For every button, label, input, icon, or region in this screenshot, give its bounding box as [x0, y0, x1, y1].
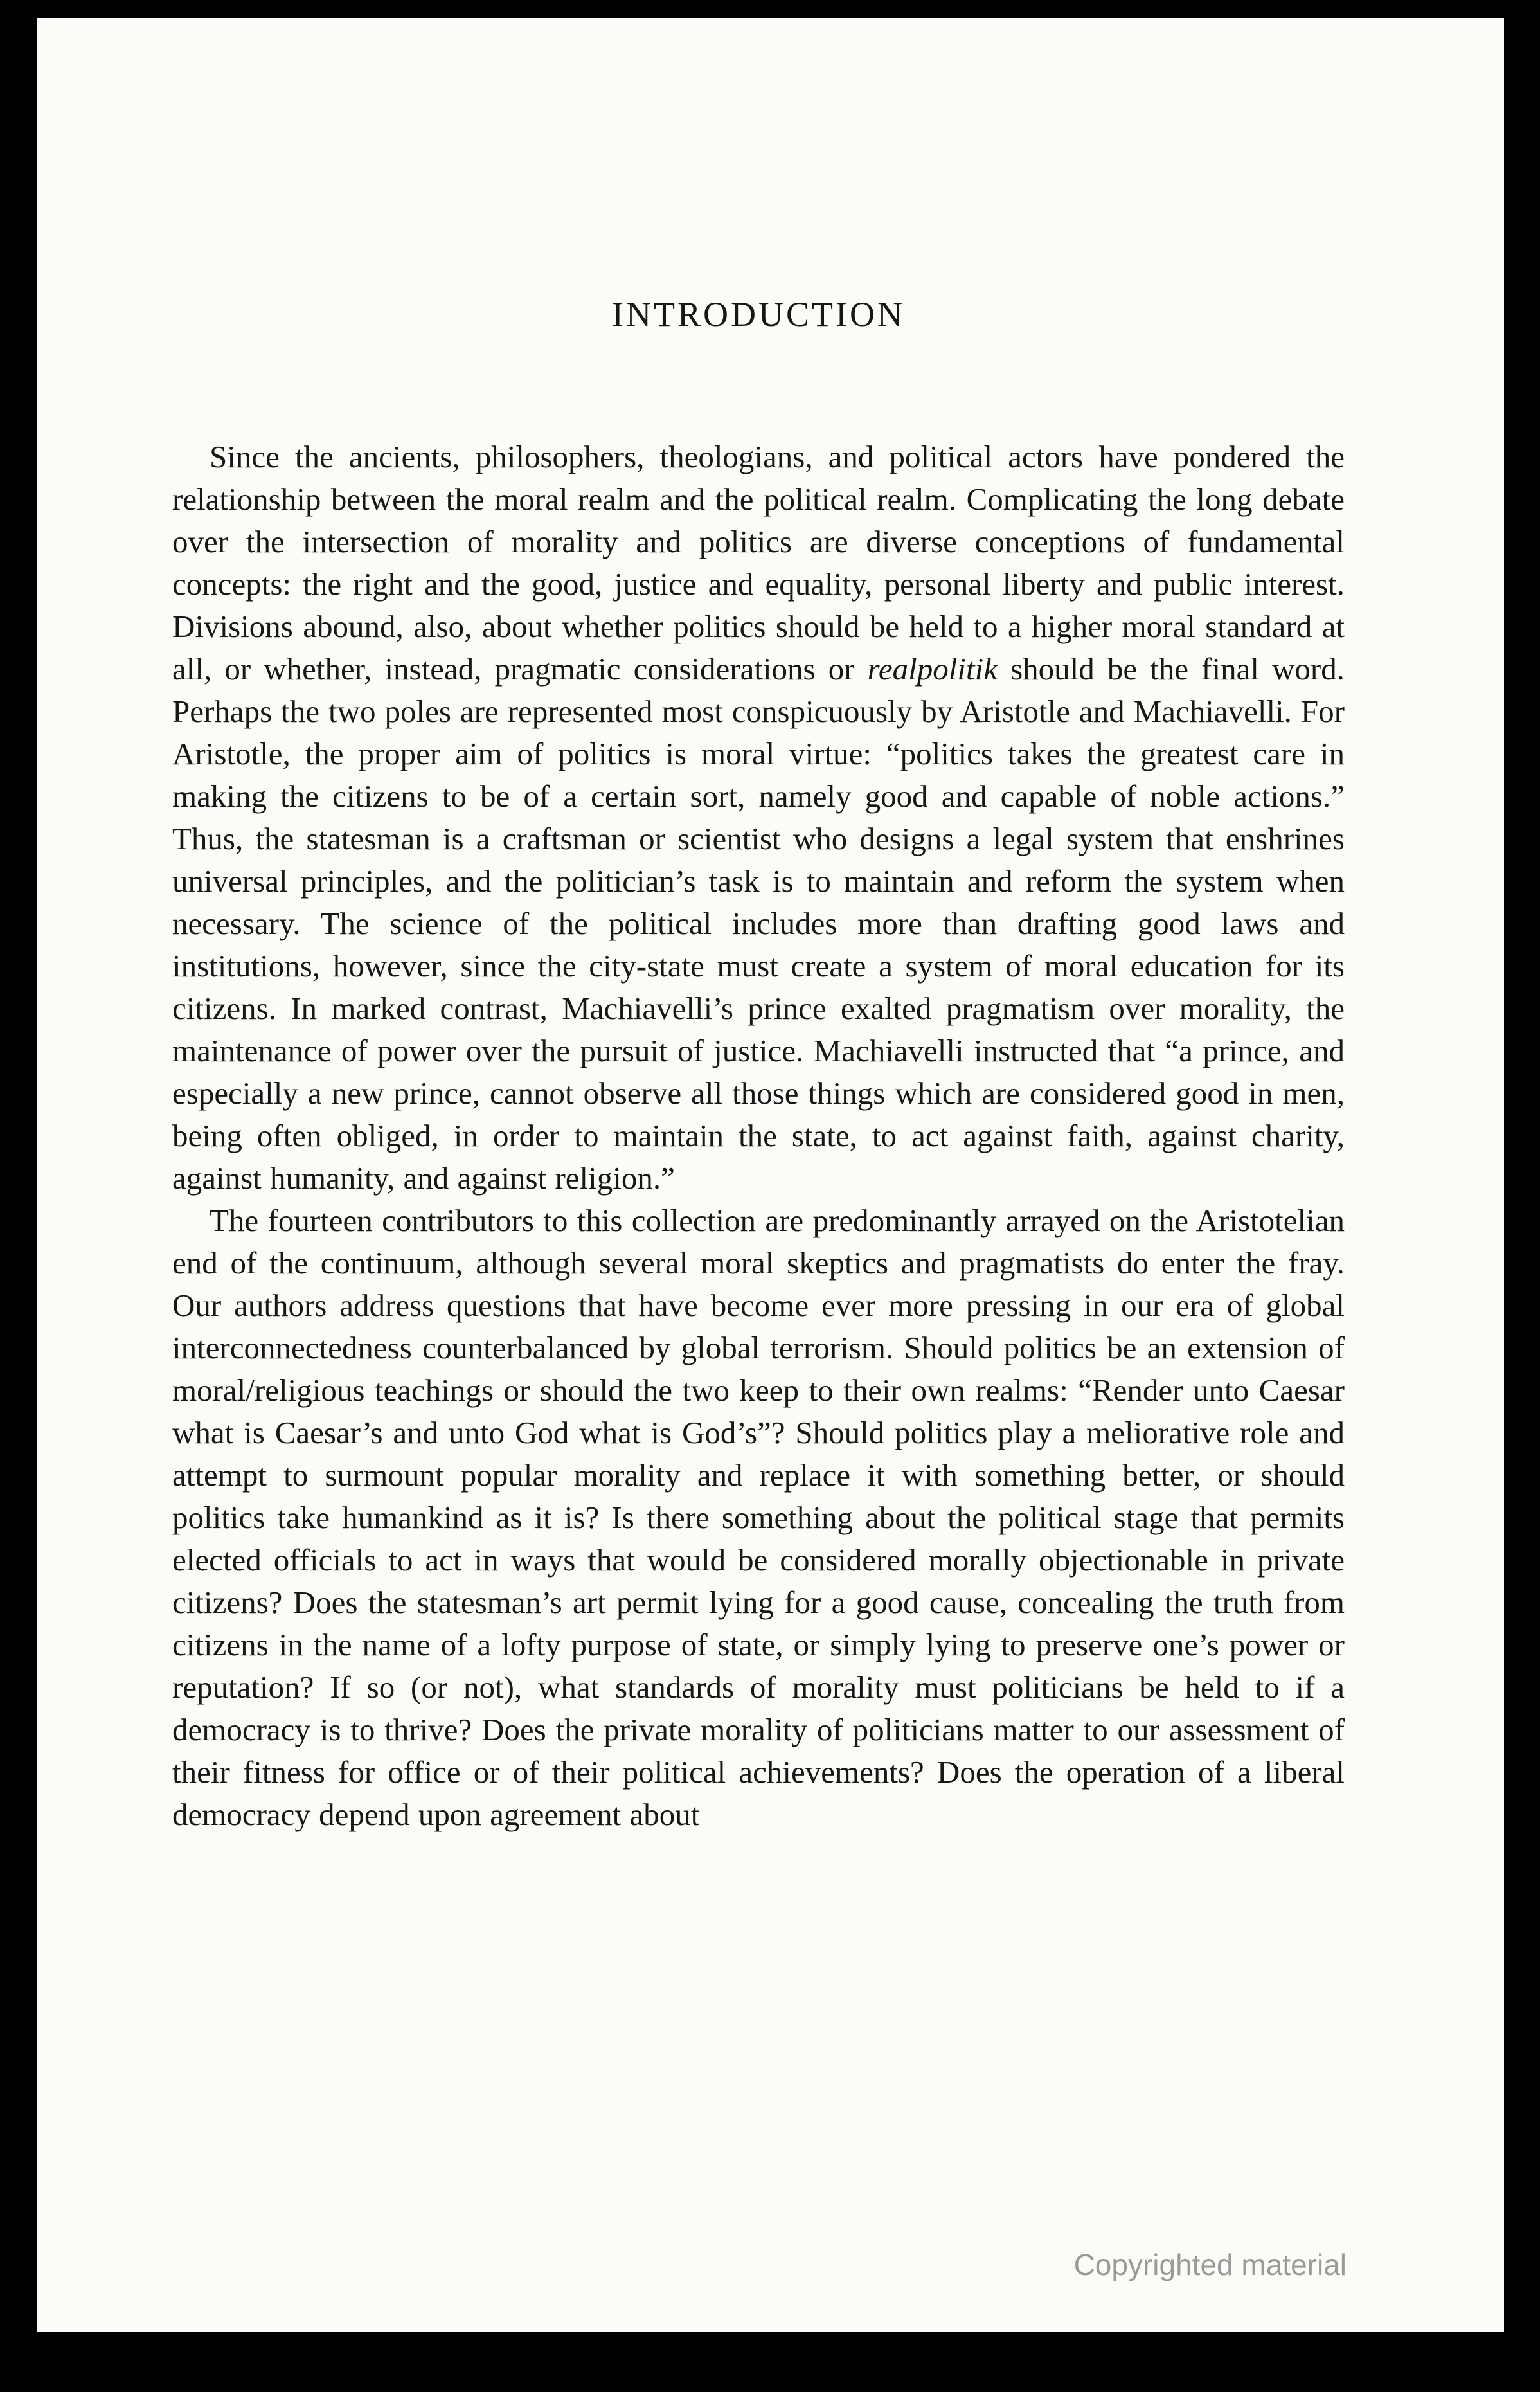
- book-page: [37, 18, 1504, 2332]
- text-run: should be the final word. Perhaps the two poles are represented most conspicuously by Aristotle and Machiavelli. For Aristotle, the proper aim of politics is moral virtue: “politics takes the greatest care in making the citizens to be of a certain sort, namely good and capable of noble actions.” Thus, the statesman is a craftsman or scientist who designs a legal system that enshrines universal principles, and the politician’s task is to maintain and reform the system when necessary. The science of the political includes more than drafting good laws and institutions, however, since the city-state must create a system of moral education for its citizens. In marked contrast, Machiavelli’s prince exalted pragmatism over morality, the maintenance of power over the pursuit of justice. Machiavelli instructed that “a prince, and especially a new prince, cannot observe all those things which are considered good in men, being often obliged, in order to maintain the state, to act against faith, against charity, against humanity, and against religion.”: [172, 651, 1345, 1196]
- italic-text-run: realpolitik: [867, 651, 998, 687]
- text-run: The fourteen contributors to this collection are predominantly arrayed on the Aristotelian end of the continuum, although several moral skeptics and pragmatists do enter the fray. Our authors address questions that have become ever more pressing in our era of global interconnectedness counterbalanced by global terrorism. Should politics be an extension of moral/religious teachings or should the two keep to their own realms: “Render unto Caesar what is Caesar’s and unto God what is God’s”? Should politics play a meliorative role and attempt to surmount popular morality and replace it with something better, or should politics take humankind as it is? Is there something about the political stage that permits elected officials to act in ways that would be considered morally objectionable in private citizens? Does the statesman’s art permit lying for a good cause, concealing the truth from citizens in the name of a lofty purpose of state, or simply lying to preserve one’s power or reputation? If so (or not), what standards of morality must politicians be held to if a democracy is to thrive? Does the private morality of politicians matter to our assessment of their fitness for office or of their political achievements? Does the operation of a liberal democracy depend upon agreement about: [172, 1203, 1345, 1832]
- chapter-title: INTRODUCTION: [612, 295, 905, 334]
- paragraph: [172, 1200, 1345, 1836]
- paragraph: [172, 436, 1345, 1200]
- text-run: Since the ancients, philosophers, theologians, and political actors have pondered the relationship between the moral realm and the political realm. Complicating the long debate over the intersection of morality and politics are diverse conceptions of fundamental concepts: the right and the good, justice and equality, personal liberty and public interest. Divisions abound, also, about whether politics should be held to a higher moral standard at all, or whether, instead, pragmatic considerations or: [172, 439, 1345, 687]
- copyright-watermark: Copyrighted material: [1073, 2248, 1347, 2281]
- page-content: [37, 18, 1504, 1836]
- body-text: [172, 436, 1345, 1836]
